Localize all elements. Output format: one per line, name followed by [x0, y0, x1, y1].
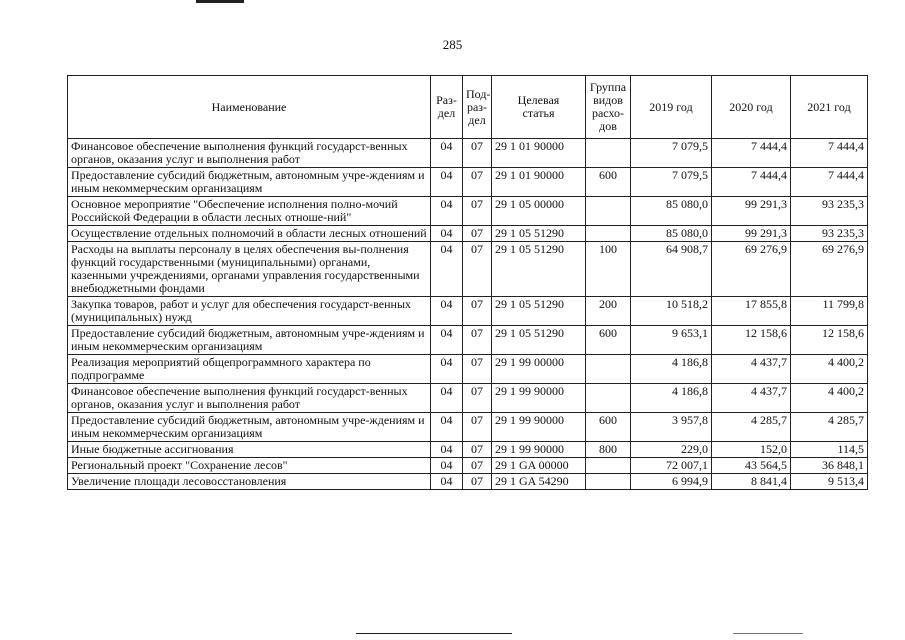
row-subsection: 07	[463, 413, 492, 442]
row-name: Финансовое обеспечение выполнения функций государст-венных органов, оказания услуг и выполнения работ	[68, 139, 431, 168]
footnote-separator	[356, 633, 512, 634]
row-amount-2019: 3 957,8	[631, 413, 712, 442]
row-amount-2020: 17 855,8	[712, 297, 791, 326]
row-amount-2021: 11 799,8	[791, 297, 868, 326]
row-amount-2021: 114,5	[791, 442, 868, 458]
header-target-line: статья	[522, 106, 555, 120]
row-subsection: 07	[463, 226, 492, 242]
row-name: Осуществление отдельных полномочий в области лесных отношений	[68, 226, 431, 242]
header-group-line: расхо-	[591, 106, 625, 120]
row-amount-2019: 4 186,8	[631, 355, 712, 384]
row-amount-2020: 4 437,7	[712, 384, 791, 413]
row-amount-2021: 36 848,1	[791, 458, 868, 474]
row-amount-2019: 6 994,9	[631, 474, 712, 490]
row-name: Иные бюджетные ассигнования	[68, 442, 431, 458]
header-group	[586, 76, 631, 139]
header-2020: 2020 год	[712, 76, 791, 139]
row-name: Региональный проект "Сохранение лесов"	[68, 458, 431, 474]
row-name: Закупка товаров, работ и услуг для обеспечения государст-венных (муниципальных) нужд	[68, 297, 431, 326]
row-subsection: 07	[463, 474, 492, 490]
row-target: 29 1 GA 00000	[492, 458, 586, 474]
table-row	[68, 139, 868, 168]
row-target: 29 1 01 90000	[492, 139, 586, 168]
header-name: Наименование	[68, 76, 431, 139]
row-amount-2019: 4 186,8	[631, 384, 712, 413]
row-section: 04	[431, 384, 463, 413]
row-amount-2021: 4 400,2	[791, 384, 868, 413]
row-amount-2019: 7 079,5	[631, 139, 712, 168]
row-name: Увеличение площади лесовосстановления	[68, 474, 431, 490]
table-row	[68, 197, 868, 226]
row-amount-2020: 7 444,4	[712, 168, 791, 197]
row-section: 04	[431, 458, 463, 474]
table-row	[68, 442, 868, 458]
row-section: 04	[431, 326, 463, 355]
row-amount-2021: 4 285,7	[791, 413, 868, 442]
header-2019: 2019 год	[631, 76, 712, 139]
row-section: 04	[431, 242, 463, 297]
row-name: Расходы на выплаты персоналу в целях обеспечения вы-полнения функций государственными (муниципальными) органами, казенными учреждениями, органами управления государственными внебюджетными фондами	[68, 242, 431, 297]
row-target: 29 1 99 00000	[492, 355, 586, 384]
row-target: 29 1 05 51290	[492, 326, 586, 355]
row-amount-2020: 4 437,7	[712, 355, 791, 384]
row-target: 29 1 99 90000	[492, 413, 586, 442]
table-row	[68, 168, 868, 197]
row-amount-2020: 99 291,3	[712, 226, 791, 242]
row-name: Предоставление субсидий бюджетным, автономным учре-ждениям и иным некоммерческим организациям	[68, 326, 431, 355]
row-name: Предоставление субсидий бюджетным, автономным учре-ждениям и иным некоммерческим организациям	[68, 168, 431, 197]
row-target: 29 1 05 00000	[492, 197, 586, 226]
row-group: 600	[586, 413, 631, 442]
table-row	[68, 458, 868, 474]
row-name: Основное мероприятие "Обеспечение исполнения полно-мочий Российской Федерации в области лесных отноше-ний"	[68, 197, 431, 226]
row-amount-2021: 93 235,3	[791, 226, 868, 242]
row-section: 04	[431, 168, 463, 197]
row-section: 04	[431, 297, 463, 326]
row-section: 04	[431, 139, 463, 168]
header-subsection-line: раз-	[466, 99, 488, 114]
row-amount-2019: 10 518,2	[631, 297, 712, 326]
row-target: 29 1 GA 54290	[492, 474, 586, 490]
table-row	[68, 326, 868, 355]
row-group	[586, 197, 631, 226]
row-target: 29 1 99 90000	[492, 442, 586, 458]
row-subsection: 07	[463, 242, 492, 297]
header-subsection-line: Под-	[466, 86, 491, 101]
row-target: 29 1 05 51290	[492, 297, 586, 326]
row-amount-2021: 9 513,4	[791, 474, 868, 490]
row-amount-2019: 229,0	[631, 442, 712, 458]
header-section-line: Раз-	[436, 93, 457, 107]
table-row	[68, 226, 868, 242]
row-amount-2020: 152,0	[712, 442, 791, 458]
row-amount-2019: 9 653,1	[631, 326, 712, 355]
row-amount-2020: 43 564,5	[712, 458, 791, 474]
row-target: 29 1 99 90000	[492, 384, 586, 413]
row-subsection: 07	[463, 326, 492, 355]
row-amount-2020: 4 285,7	[712, 413, 791, 442]
header-target	[492, 76, 586, 139]
row-section: 04	[431, 413, 463, 442]
row-amount-2020: 12 158,6	[712, 326, 791, 355]
table-row	[68, 297, 868, 326]
table-row	[68, 242, 868, 297]
table-row	[68, 355, 868, 384]
header-target-line: Целевая	[517, 93, 560, 107]
header-subsection	[463, 76, 492, 139]
row-section: 04	[431, 197, 463, 226]
row-subsection: 07	[463, 297, 492, 326]
table-row	[68, 384, 868, 413]
row-section: 04	[431, 442, 463, 458]
row-name: Финансовое обеспечение выполнения функций государст-венных органов, оказания услуг и выполнения работ	[68, 384, 431, 413]
row-amount-2020: 8 841,4	[712, 474, 791, 490]
row-section: 04	[431, 474, 463, 490]
row-target: 29 1 05 51290	[492, 242, 586, 297]
row-amount-2021: 7 444,4	[791, 168, 868, 197]
row-name: Предоставление субсидий бюджетным, автономным учре-ждениям и иным некоммерческим организациям	[68, 413, 431, 442]
row-group	[586, 474, 631, 490]
page-number: 285	[442, 37, 463, 52]
row-group: 200	[586, 297, 631, 326]
row-amount-2020: 7 444,4	[712, 139, 791, 168]
bottom-edge-mark	[733, 633, 803, 634]
row-subsection: 07	[463, 384, 492, 413]
row-section: 04	[431, 226, 463, 242]
row-amount-2021: 4 400,2	[791, 355, 868, 384]
row-group	[586, 384, 631, 413]
row-group	[586, 139, 631, 168]
row-amount-2019: 85 080,0	[631, 197, 712, 226]
row-group	[586, 458, 631, 474]
row-group	[586, 355, 631, 384]
row-amount-2021: 93 235,3	[791, 197, 868, 226]
header-group-line: дов	[599, 119, 617, 133]
row-target: 29 1 01 90000	[492, 168, 586, 197]
header-subsection-line: дел	[468, 112, 486, 127]
row-target: 29 1 05 51290	[492, 226, 586, 242]
row-amount-2020: 99 291,3	[712, 197, 791, 226]
row-amount-2019: 64 908,7	[631, 242, 712, 297]
row-amount-2020: 69 276,9	[712, 242, 791, 297]
table-row	[68, 474, 868, 490]
row-group: 800	[586, 442, 631, 458]
row-amount-2019: 7 079,5	[631, 168, 712, 197]
row-amount-2019: 85 080,0	[631, 226, 712, 242]
header-section	[431, 76, 463, 139]
header-section-line: дел	[437, 106, 456, 120]
row-name: Реализация мероприятий общепрограммного характера по подпрограмме	[68, 355, 431, 384]
table-body	[68, 139, 868, 490]
table-row	[68, 413, 868, 442]
row-subsection: 07	[463, 458, 492, 474]
row-amount-2021: 69 276,9	[791, 242, 868, 297]
row-subsection: 07	[463, 139, 492, 168]
header-2021: 2021 год	[791, 76, 868, 139]
row-amount-2021: 7 444,4	[791, 139, 868, 168]
top-edge-mark	[196, 0, 244, 3]
row-section: 04	[431, 355, 463, 384]
header-group-line: видов	[593, 93, 623, 107]
row-amount-2021: 12 158,6	[791, 326, 868, 355]
row-group: 600	[586, 168, 631, 197]
row-group	[586, 226, 631, 242]
row-group: 100	[586, 242, 631, 297]
header-group-line: Группа	[589, 80, 627, 94]
row-group: 600	[586, 326, 631, 355]
row-subsection: 07	[463, 197, 492, 226]
table-header-row	[68, 76, 868, 139]
budget-table	[67, 75, 868, 490]
row-subsection: 07	[463, 355, 492, 384]
row-subsection: 07	[463, 442, 492, 458]
row-amount-2019: 72 007,1	[631, 458, 712, 474]
row-subsection: 07	[463, 168, 492, 197]
